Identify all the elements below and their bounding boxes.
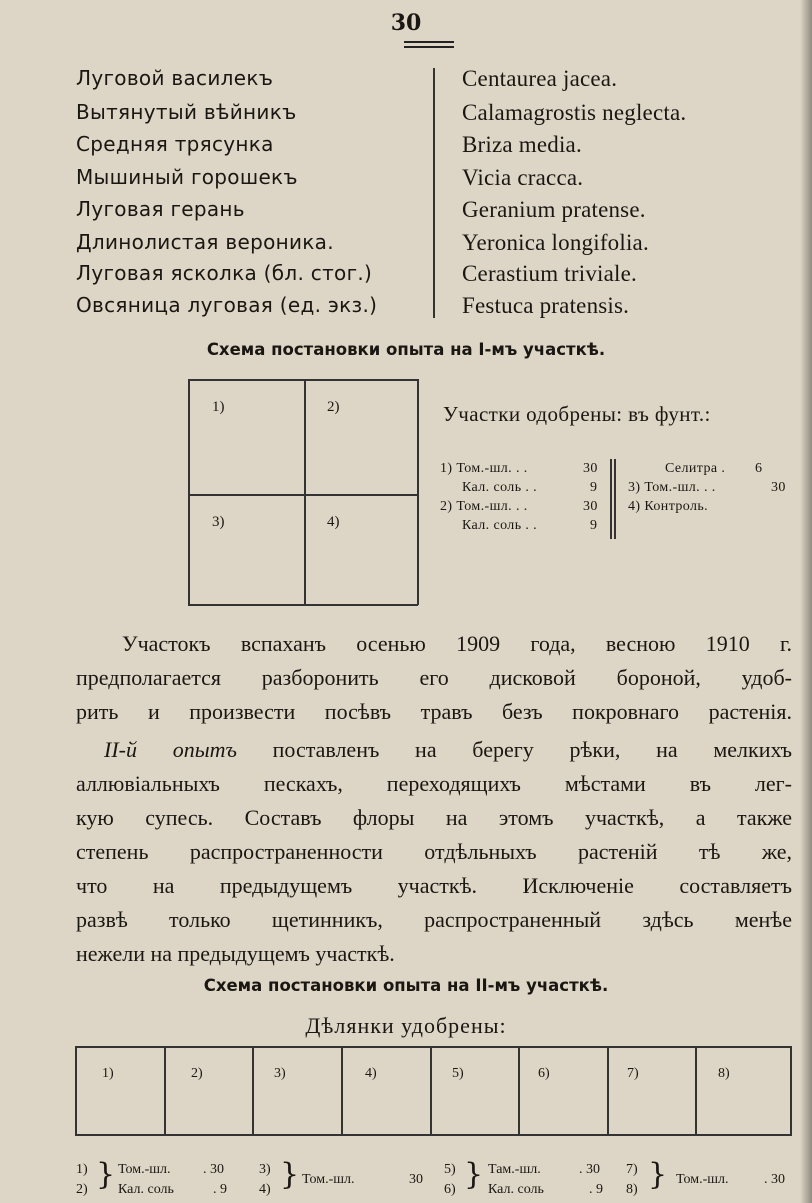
legend-text: Том.-шл. [118,1162,171,1177]
plot-border-bottom [188,604,418,606]
scheme-1-title: Схема постановки опыта на I-мъ участкѣ. [206,340,606,359]
legend-number: 2) [76,1182,88,1197]
fertilizer-line [462,480,598,496]
paragraph-experiment-2 [76,733,792,971]
strip-label: 5) [452,1066,464,1081]
plot-divider-vertical [304,379,306,605]
species-row [0,62,812,96]
strip-divider [695,1046,697,1135]
species-row [0,128,812,162]
species-row [0,289,812,323]
brace-icon: } [648,1157,668,1192]
strip-divider [252,1046,254,1135]
brace-icon: } [96,1157,116,1192]
species-row [0,226,812,260]
paragraph-line: нежели на предыдущемъ участкѣ. [76,941,395,966]
fertilizer-text: 4) Контроль. [628,499,709,514]
paragraph-line: развѣ только щетинникъ, распространенный здѣсь менѣе [76,907,792,932]
fertilizer-value: 30 [771,480,786,495]
page-number: 30 [390,10,422,36]
fertilizer-divider [614,459,616,539]
species-russian-name: Вытянутый вѣйникъ [76,100,297,124]
species-latin-name: Cerastium triviale. [462,261,637,286]
species-russian-name: Длинолистая вероника. [76,230,334,254]
fertilizer-line [628,480,786,496]
plot-label: 2) [327,399,340,415]
plot-border-right [417,379,419,605]
fertilizer-value: 30 [583,461,598,476]
brace-icon: } [280,1157,300,1192]
column-divider [433,68,435,318]
legend-value: . 30 [203,1162,224,1177]
species-latin-name: Vicia cracca. [462,165,584,190]
strip-border-top [75,1046,792,1048]
strip-divider [430,1046,432,1135]
fertilizer-text: Кал. соль . . [462,518,538,533]
legend-number: 1) [76,1162,88,1177]
fertilizer-divider [610,459,612,539]
species-latin-name: Yeronica longifolia. [462,230,649,255]
paragraph-line: Участокъ вспаханъ осенью 1909 года, весною 1910 г. [122,631,792,656]
species-latin-name: Festuca pratensis. [462,293,630,318]
paragraph-plowing [76,627,792,729]
plot-border-top [188,379,418,381]
plot-divider-horizontal [188,494,418,496]
legend-text: Том.-шл. [302,1172,355,1187]
fertilizer-text: 1) Том.-шл. . . [440,461,528,476]
page-edge-shadow [800,0,812,1203]
paragraph-line: рить и произвести посѣвъ травъ безъ покровнаго растенія. [76,699,792,724]
legend-number: 4) [259,1182,271,1197]
fertilizer-value: 9 [590,518,598,533]
paragraph-line: аллювіальныхъ пескахъ, переходящихъ мѣстами въ лег- [76,771,792,796]
brace-icon: } [464,1157,484,1192]
species-russian-name: Мышиный горошекъ [76,165,298,189]
page-number-rule [404,46,454,48]
legend-value: . 9 [589,1182,603,1197]
species-russian-name: Луговая ясколка (бл. стог.) [76,261,373,285]
strip-divider [607,1046,609,1135]
strip-divider [164,1046,166,1135]
strip-divider [341,1046,343,1135]
page-number-rule [404,41,454,43]
experiment-lead: II-й опытъ [104,737,237,762]
fertilizer-text: Селитра . [665,461,726,476]
fertilizer-line [628,499,708,515]
species-latin-name: Centaurea jacea. [462,66,618,91]
strip-border-bottom [75,1134,792,1136]
species-row [0,193,812,227]
species-latin-name: Geranium pratense. [462,197,646,222]
legend-number: 5) [444,1162,456,1177]
strip-divider [518,1046,520,1135]
fertilizer-line [440,461,598,477]
paragraph-line-text: поставленъ на берегу рѣки, на мелкихъ [236,737,793,762]
plot-label: 4) [327,514,340,530]
fertilizer-text: 2) Том.-шл. . . [440,499,528,514]
strip-label: 2) [191,1066,203,1081]
strip-label: 7) [627,1066,639,1081]
fertilizer-text: 3) Том.-шл. . . [628,480,716,495]
legend-text: Кал. соль [488,1182,544,1197]
fertilizer-heading: Участки одобрены: въ фунт.: [443,402,711,426]
strip-divider [75,1046,77,1135]
fertilizer-line [440,499,598,515]
strip-label: 3) [274,1066,286,1081]
legend-value: . 30 [764,1172,785,1187]
legend-number: 7) [626,1162,638,1177]
fertilizer-value: 6 [755,461,763,476]
species-latin-name: Calamagrostis neglecta. [462,100,687,125]
strip-label: 1) [102,1066,114,1081]
strip-divider [790,1046,792,1135]
scheme-2-title: Схема постановки опыта на II-мъ участкѣ. [203,976,609,995]
legend-value: 30 [409,1172,423,1187]
legend-number: 6) [444,1182,456,1197]
fertilizer-line [462,518,598,534]
paragraph-line: степень распространенности отдѣльныхъ растеній тѣ же, [76,839,792,864]
strip-label: 4) [365,1066,377,1081]
fertilizer-text: Кал. соль . . [462,480,538,495]
fertilizer-value: 9 [590,480,598,495]
species-russian-name: Луговая герань [76,197,245,221]
legend-value: . 9 [213,1182,227,1197]
species-row [0,96,812,130]
legend-text: Кал. соль [118,1182,174,1197]
strip-label: 8) [718,1066,730,1081]
paragraph-line [76,733,792,767]
paragraph-line: предполагается разборонить его дисковой бороной, удоб- [76,665,792,690]
strip-label: 6) [538,1066,550,1081]
species-russian-name: Средняя трясунка [76,132,274,156]
plot-label: 3) [212,514,225,530]
plot-border-left [188,379,190,605]
species-row [0,161,812,195]
species-latin-name: Briza media. [462,132,582,157]
plot-label: 1) [212,399,225,415]
plots-heading: Дѣлянки удобрены: [305,1013,507,1038]
paragraph-line: кую супесь. Составъ флоры на этомъ участкѣ, а также [76,805,792,830]
legend-text: Там.-шл. [488,1162,541,1177]
fertilizer-line [665,461,763,477]
species-russian-name: Овсяница луговая (ед. экз.) [76,293,378,317]
fertilizer-value: 30 [583,499,598,514]
legend-number: 8) [626,1182,638,1197]
legend-number: 3) [259,1162,271,1177]
species-row [0,257,812,291]
paragraph-line: что на предыдущемъ участкѣ. Исключеніе составляетъ [76,873,792,898]
species-russian-name: Луговой василекъ [76,66,274,90]
legend-value: . 30 [579,1162,600,1177]
legend-text: Том.-шл. [676,1172,729,1187]
